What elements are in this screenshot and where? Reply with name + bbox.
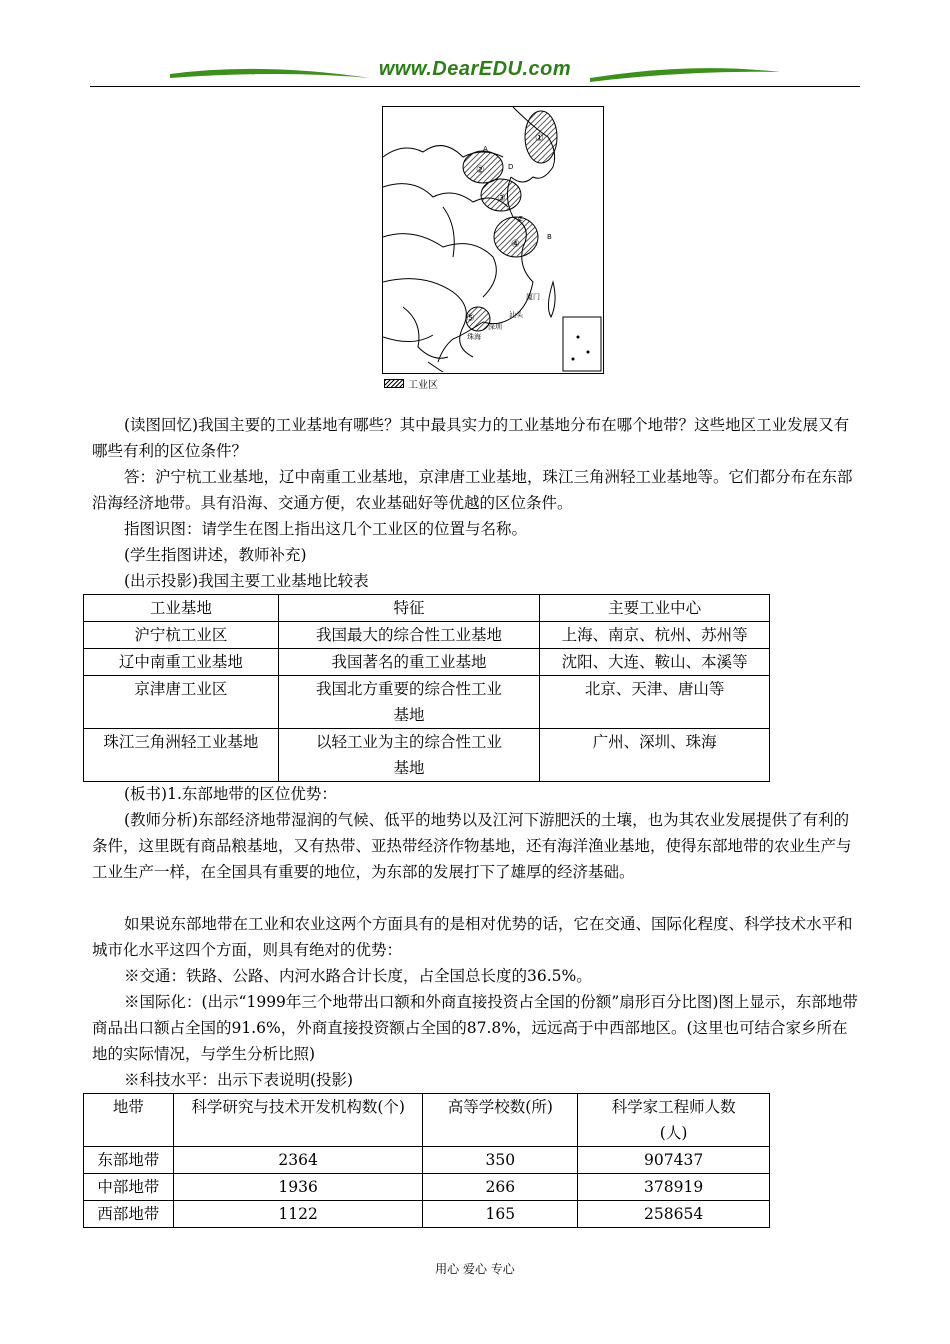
table-row — [84, 676, 770, 729]
table-cell: 165 — [423, 1201, 578, 1228]
tech-level-table — [83, 1093, 770, 1228]
paragraph: ※交通：铁路、公路、内河水路合计长度，占全国总长度的36.5%。 — [124, 967, 592, 985]
table-row — [84, 649, 770, 676]
table-cell: 北京、天津、唐山等 — [540, 676, 770, 729]
table-row — [84, 1147, 770, 1174]
table-cell: 378919 — [578, 1174, 770, 1201]
table-cell: 广州、深圳、珠海 — [540, 729, 770, 782]
table-row — [84, 1201, 770, 1228]
table-header: 科学研究与技术开发机构数(个) — [173, 1094, 423, 1147]
map-legend — [384, 376, 438, 391]
map-label: ⑤ — [466, 313, 475, 324]
map-label: A — [483, 145, 488, 153]
table-header-row — [84, 1094, 770, 1147]
page-header — [90, 58, 860, 92]
table-cell: 350 — [423, 1147, 578, 1174]
table-cell: 1936 — [173, 1174, 423, 1201]
table-cell: 沈阳、大连、鞍山、本溪等 — [540, 649, 770, 676]
table-header: 工业基地 — [84, 595, 279, 622]
table-cell: 东部地带 — [84, 1147, 174, 1174]
table-cell: 上海、南京、杭州、苏州等 — [540, 622, 770, 649]
paragraph: 如果说东部地带在工业和农业这两个方面具有的是相对优势的话，它在交通、国际化程度、科学技术水平和城市化水平这四个方面，则具有绝对的优势： — [92, 915, 853, 959]
map-label: ② — [476, 165, 485, 176]
paragraph: ※科技水平：出示下表说明(投影) — [124, 1071, 354, 1089]
paragraph: (教师分析)东部经济地带湿润的气候、低平的地势以及江河下游肥沃的土壤，也为其农业发展提供了有利的条件，这里既有商品粮基地，又有热带、亚热带经济作物基地，还有海洋渔业基地，使得东部地带的农业生产与工业生产一样，在全国具有重要的地位，为东部的发展打下了雄厚的经济基础。 — [92, 811, 852, 881]
site-logo[interactable]: www.DearEDU.com — [378, 58, 572, 80]
table-header-row — [84, 595, 770, 622]
table-cell: 京津唐工业区 — [84, 676, 279, 729]
map-label: 厦门 — [526, 293, 540, 301]
table-cell: 266 — [423, 1174, 578, 1201]
table-cell: 我国北方重要的综合性工业基地 — [278, 676, 540, 729]
map-label: ④ — [511, 239, 520, 250]
table-row — [84, 729, 770, 782]
table-header: 科学家工程师人数(人) — [578, 1094, 770, 1147]
table-header: 高等学校数(所) — [423, 1094, 578, 1147]
table-cell: 中部地带 — [84, 1174, 174, 1201]
table-row — [84, 622, 770, 649]
table-cell: 珠江三角洲轻工业基地 — [84, 729, 279, 782]
map-label: C — [518, 215, 523, 223]
map-label: ① — [535, 133, 544, 144]
paragraph: (读图回忆)我国主要的工业基地有哪些？其中最具实力的工业基地分布在哪个地带？这些地区工业发展又有哪些有利的区位条件？ — [92, 416, 850, 460]
map-label: D — [508, 163, 514, 171]
hatch-swatch-icon — [384, 379, 404, 388]
map-label: ③ — [497, 193, 506, 204]
industrial-map — [382, 106, 604, 374]
table-cell: 2364 — [173, 1147, 423, 1174]
paragraph: (出示投影)我国主要工业基地比较表 — [124, 572, 369, 590]
table-header: 地带 — [84, 1094, 174, 1147]
header-rule — [90, 86, 860, 87]
map-label: 深圳 — [488, 323, 502, 331]
paragraph: ※国际化：(出示“1999年三个地带出口额和外商直接投资占全国的份额”扇形百分比图)图上显示，东部地带商品出口额占全国的91.6%，外商直接投资额占全国的87.8%，远远高于中西部地区。(这里也可结合家乡所在地的实际情况，与学生分析比照) — [92, 993, 858, 1063]
paragraph: 指图识图：请学生在图上指出这几个工业区的位置与名称。 — [124, 520, 528, 538]
page-footer: 用心 爱心 专心 — [435, 1262, 515, 1276]
table-cell: 西部地带 — [84, 1201, 174, 1228]
board-note: (板书)1.东部地带的区位优势： — [124, 785, 337, 803]
table-header: 主要工业中心 — [540, 595, 770, 622]
industrial-base-table — [83, 594, 770, 782]
table-cell: 沪宁杭工业区 — [84, 622, 279, 649]
paragraph: (学生指图讲述，教师补充) — [124, 546, 307, 564]
table-cell: 我国著名的重工业基地 — [278, 649, 540, 676]
table-cell: 907437 — [578, 1147, 770, 1174]
map-label: 汕头 — [509, 311, 523, 319]
paragraph: 答：沪宁杭工业基地，辽中南重工业基地，京津唐工业基地，珠江三角洲轻工业基地等。它们都分布在东部沿海经济地带。具有沿海、交通方便，农业基础好等优越的区位条件。 — [92, 468, 853, 512]
table-cell: 258654 — [578, 1201, 770, 1228]
table-cell: 1122 — [173, 1201, 423, 1228]
table-header: 特征 — [278, 595, 540, 622]
map-label: 珠海 — [467, 333, 481, 341]
table-row — [84, 1174, 770, 1201]
table-cell: 我国最大的综合性工业基地 — [278, 622, 540, 649]
table-cell: 以轻工业为主的综合性工业基地 — [278, 729, 540, 782]
table-cell: 辽中南重工业基地 — [84, 649, 279, 676]
legend-label: 工业区 — [408, 380, 438, 391]
map-label: B — [547, 233, 552, 241]
